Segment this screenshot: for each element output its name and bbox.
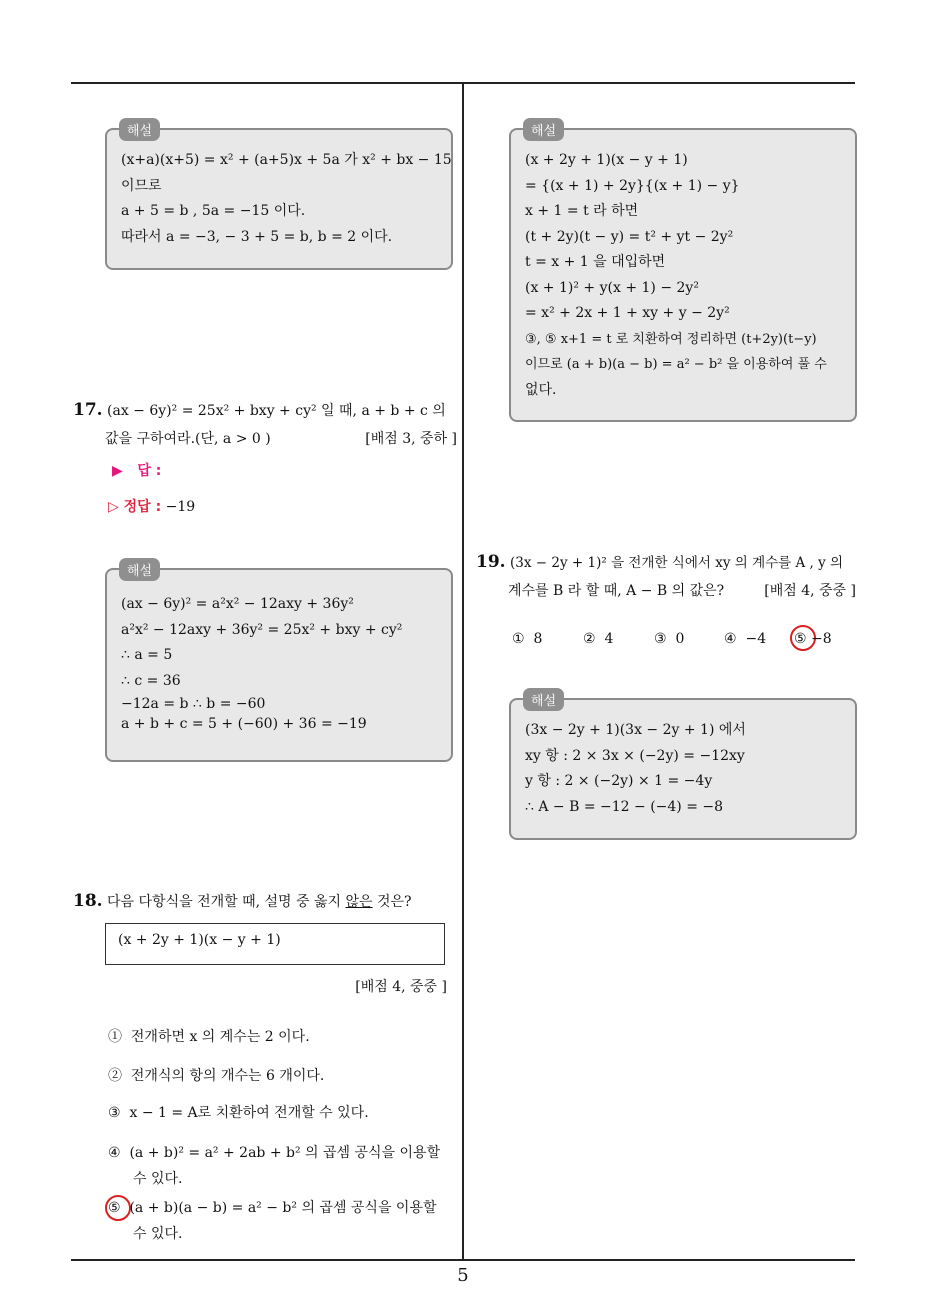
option-mark: ③ — [654, 631, 667, 647]
option-text: 8 — [533, 631, 543, 647]
question-text: (3x − 2y + 1)² 을 전개한 식에서 xy 의 계수를 A , y 의 — [510, 555, 844, 571]
explanation-line: y 항 : 2 × (−2y) × 1 = −4y — [525, 773, 713, 789]
explanation-line: (3x − 2y + 1)(3x − 2y + 1) 에서 — [525, 722, 746, 738]
explanation-line: (x + 2y + 1)(x − y + 1) — [525, 152, 688, 168]
explanation-box-17 — [105, 564, 453, 762]
explanation-line: ∴ a = 5 — [121, 647, 173, 663]
option-mark: ⑤ — [108, 1200, 121, 1216]
question-number: 17. — [73, 400, 103, 420]
question-text: 다음 다항식을 전개할 때, 설명 중 옳지 — [107, 894, 346, 910]
explanation-box-16 — [105, 124, 453, 270]
explanation-line: = x² + 2x + 1 + xy + y − 2y² — [525, 305, 730, 321]
question-number: 19. — [476, 552, 506, 572]
option-text-continued: 수 있다. — [133, 1226, 183, 1242]
explanation-line: (x+a)(x+5) = x² + (a+5)x + 5a 가 x² + bx − 15 — [121, 152, 452, 168]
option-text: −8 — [811, 631, 832, 647]
explanation-line: 이므로 — [121, 177, 162, 194]
option-1[interactable] — [512, 626, 542, 652]
option-text-continued: 수 있다. — [133, 1171, 183, 1187]
question-text: (ax − 6y)² = 25x² + bxy + cy² 일 때, a + b + c 의 — [107, 403, 446, 419]
explanation-line: a²x² − 12axy + 36y² = 25x² + bxy + cy² — [121, 621, 403, 638]
question-number: 18. — [73, 891, 103, 911]
option-text: 전개하면 x 의 계수는 2 이다. — [130, 1029, 310, 1045]
explanation-line: ③, ⑤ x+1 = t 로 치환하여 정리하면 (t+2y)(t−y) — [525, 331, 817, 347]
option-text: 전개식의 항의 개수는 6 개이다. — [130, 1068, 325, 1084]
question-score: [배점 3, 중하 ] — [365, 431, 457, 447]
option-mark: ① — [108, 1029, 122, 1045]
explanation-line: 따라서 a = −3, − 3 + 5 = b, b = 2 이다. — [121, 228, 393, 245]
explanation-line: t = x + 1 을 대입하면 — [525, 254, 666, 270]
option-text: 0 — [675, 631, 685, 647]
explanation-line: (x + 1)² + y(x + 1) − 2y² — [525, 279, 699, 296]
explanation-line: ∴ A − B = −12 − (−4) = −8 — [525, 798, 724, 815]
explanation-line: a + 5 = b , 5a = −15 이다. — [121, 203, 306, 219]
explanation-line: −12a = b ∴ b = −60 — [121, 696, 266, 712]
option-mark: ④ — [108, 1145, 121, 1161]
question-text: 값을 구하여라.(단, a > 0 ) — [105, 431, 271, 447]
question-score: [배점 4, 중중 ] — [764, 583, 856, 599]
question-text: 계수를 B 라 할 때, A − B 의 값은? — [508, 583, 725, 599]
question-19 — [476, 548, 860, 605]
bottom-rule — [71, 1259, 855, 1261]
option-text: (a + b)(a − b) = a² − b² 의 곱셈 공식을 이용할 — [129, 1200, 437, 1216]
option-3[interactable] — [654, 626, 684, 652]
explanation-line: 이므로 (a + b)(a − b) = a² − b² 을 이용하여 풀 수 — [525, 357, 827, 372]
explanation-tag: 해설 — [119, 118, 160, 141]
option-2[interactable] — [108, 1063, 324, 1089]
option-4[interactable] — [108, 1140, 453, 1192]
explanation-line: 없다. — [525, 381, 557, 398]
option-3[interactable] — [108, 1100, 369, 1126]
option-mark: ⑤ — [794, 631, 807, 647]
option-5[interactable] — [794, 626, 832, 652]
option-text: −4 — [745, 631, 767, 647]
option-mark: ④ — [724, 631, 737, 647]
explanation-box-19 — [509, 694, 857, 840]
explanation-line: = {(x + 1) + 2y}{(x + 1) − y} — [525, 177, 740, 194]
explanation-line: (t + 2y)(t − y) = t² + yt − 2y² — [525, 228, 734, 245]
question-18 — [73, 887, 457, 916]
option-2[interactable] — [583, 626, 613, 652]
explanation-line: ∴ c = 36 — [121, 672, 181, 689]
option-4[interactable] — [724, 626, 766, 652]
page-number: 5 — [457, 1265, 469, 1286]
expression-box: (x + 2y + 1)(x − y + 1) — [105, 923, 445, 965]
question-text: 것은? — [372, 894, 412, 910]
explanation-tag: 해설 — [523, 118, 564, 141]
option-5[interactable] — [108, 1195, 453, 1247]
option-mark: ③ — [108, 1105, 121, 1121]
answer-label: ▶ 답 : — [112, 463, 162, 479]
question-score: [배점 4, 중중 ] — [355, 979, 447, 995]
question-text-underlined: 않은 — [345, 894, 373, 910]
explanation-line: xy 항 : 2 × 3x × (−2y) = −12xy — [525, 747, 745, 764]
question-17 — [73, 396, 457, 453]
option-mark: ② — [108, 1068, 122, 1084]
column-divider — [462, 83, 464, 1261]
explanation-line: x + 1 = t 라 하면 — [525, 203, 639, 219]
option-mark: ① — [512, 631, 525, 647]
option-text: x − 1 = A로 치환하여 전개할 수 있다. — [129, 1105, 369, 1121]
explanation-box-18 — [509, 124, 857, 422]
explanation-tag: 해설 — [119, 558, 160, 581]
explanation-line: (ax − 6y)² = a²x² − 12axy + 36y² — [121, 596, 354, 612]
explanation-line: a + b + c = 5 + (−60) + 36 = −19 — [121, 716, 367, 732]
option-text: (a + b)² = a² + 2ab + b² 의 곱셈 공식을 이용할 — [129, 1145, 441, 1161]
option-text: 4 — [604, 631, 614, 647]
option-1[interactable] — [108, 1024, 310, 1050]
correct-answer-value: −19 — [165, 499, 196, 515]
correct-answer-label: ▷ 정답 : — [108, 499, 162, 515]
explanation-tag: 해설 — [523, 688, 564, 711]
option-mark: ② — [583, 631, 596, 647]
